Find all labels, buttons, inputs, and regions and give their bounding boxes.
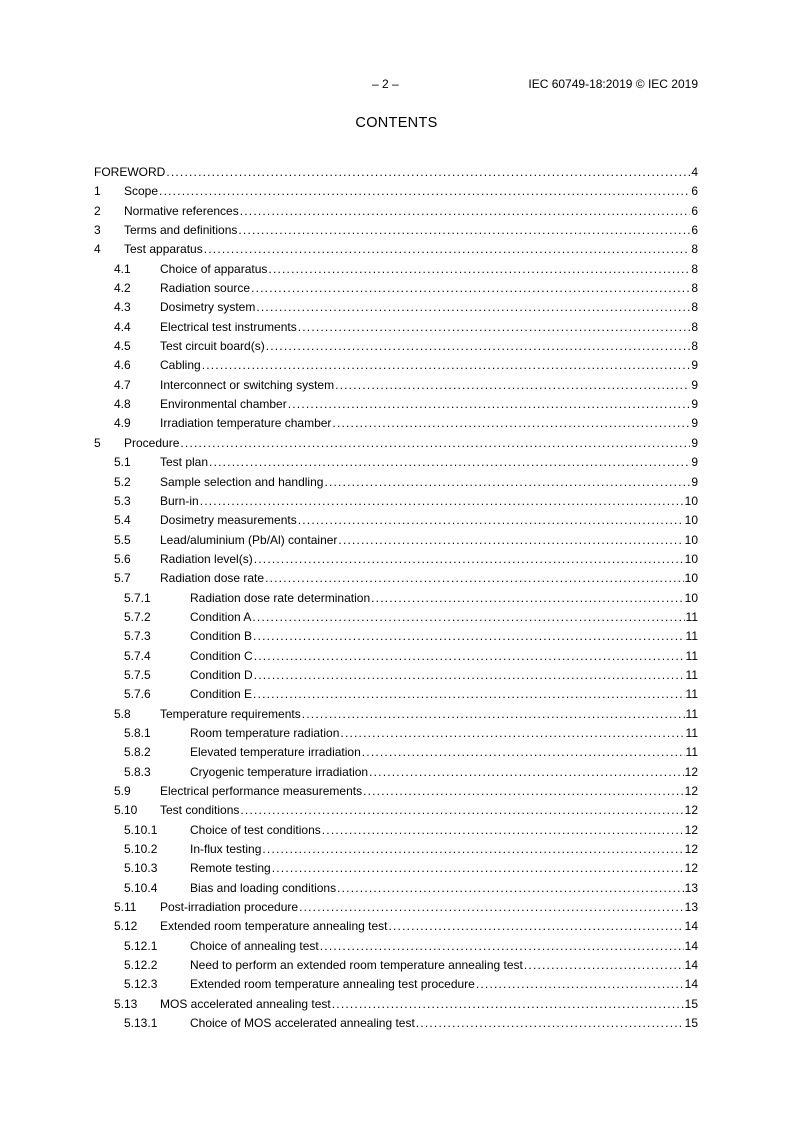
toc-entry[interactable] <box>94 165 698 184</box>
toc-entry-title: Electrical test instruments <box>160 319 297 334</box>
toc-entry-title: Burn-in <box>160 493 199 508</box>
toc-entry[interactable] <box>94 745 698 764</box>
toc-entry-page: 12 <box>684 784 698 798</box>
toc-entry-page: 15 <box>684 1016 698 1031</box>
toc-entry[interactable] <box>94 707 698 726</box>
toc-entry[interactable] <box>94 919 698 938</box>
toc-leader-dots <box>265 571 684 585</box>
toc-leader-dots <box>254 668 685 682</box>
toc-entry-number: 5.12.3 <box>124 977 158 992</box>
toc-entry-page: 10 <box>684 513 698 528</box>
toc-entry-page: 9 <box>691 377 698 392</box>
toc-entry-number: 5.8 <box>114 706 131 721</box>
toc-leader-dots <box>254 552 684 566</box>
toc-entry-title: Elevated temperature irradiation <box>190 745 361 760</box>
toc-entry-title: Choice of apparatus <box>160 261 268 276</box>
toc-entry-title: Room temperature radiation <box>190 725 340 740</box>
toc-entry-number: 5.1 <box>114 455 131 470</box>
toc-entry[interactable] <box>94 358 698 377</box>
toc-entry[interactable] <box>94 204 698 223</box>
toc-entry[interactable] <box>94 300 698 319</box>
toc-leader-dots <box>338 533 683 547</box>
toc-leader-dots <box>266 339 691 353</box>
toc-entry-page: 6 <box>691 223 698 238</box>
toc-entry-number: 5.7 <box>114 571 131 586</box>
toc-leader-dots <box>256 300 690 314</box>
toc-entry-page: 6 <box>691 203 698 218</box>
toc-entry-title: Radiation dose rate <box>160 571 265 586</box>
toc-leader-dots <box>299 900 684 914</box>
toc-entry[interactable] <box>94 687 698 706</box>
toc-entry-number: 5.6 <box>114 551 131 566</box>
toc-entry-page: 12 <box>684 822 698 837</box>
toc-entry[interactable] <box>94 881 698 900</box>
toc-entry-number: 5.7.2 <box>124 609 151 624</box>
page-number: – 2 – <box>372 77 399 91</box>
toc-entry-number: 4.3 <box>114 300 131 315</box>
toc-entry-number: 3 <box>94 223 101 238</box>
toc-entry-title: Condition D <box>190 667 253 682</box>
toc-entry[interactable] <box>94 977 698 996</box>
toc-leader-dots <box>209 455 690 469</box>
toc-leader-dots <box>200 494 684 508</box>
toc-entry-page: 14 <box>684 958 698 973</box>
toc-entry-number: 5.8.1 <box>124 725 151 740</box>
toc-entry[interactable] <box>94 339 698 358</box>
toc-entry-number: 4.8 <box>114 397 131 412</box>
toc-entry-number: 4 <box>94 242 101 257</box>
toc-entry-page: 14 <box>684 919 698 934</box>
toc-entry[interactable] <box>94 958 698 977</box>
toc-leader-dots <box>251 281 690 295</box>
toc-leader-dots <box>240 803 683 817</box>
toc-entry-page: 14 <box>684 938 698 953</box>
toc-entry-number: 5.10.2 <box>124 842 158 857</box>
toc-entry-title: Condition A <box>190 609 252 624</box>
toc-entry-number: 1 <box>94 184 101 199</box>
toc-entry-title: Dosimetry system <box>160 300 256 315</box>
toc-entry[interactable] <box>94 997 698 1016</box>
toc-entry[interactable] <box>94 939 698 958</box>
toc-entry-number: 5.10 <box>114 803 138 818</box>
toc-entry[interactable] <box>94 1016 698 1035</box>
toc-entry-title: FOREWORD <box>94 165 166 179</box>
toc-entry[interactable] <box>94 842 698 861</box>
toc-entry-number: 5.13.1 <box>124 1016 158 1031</box>
toc-entry-page: 15 <box>684 996 698 1011</box>
toc-entry-title: Condition E <box>190 687 253 702</box>
toc-entry-number: 5.4 <box>114 513 131 528</box>
toc-entry[interactable] <box>94 765 698 784</box>
toc-entry[interactable] <box>94 591 698 610</box>
toc-entry-title: Test apparatus <box>124 242 203 257</box>
toc-entry[interactable] <box>94 726 698 745</box>
toc-entry[interactable] <box>94 610 698 629</box>
toc-entry[interactable] <box>94 513 698 532</box>
toc-entry-number: 5.7.1 <box>124 590 151 605</box>
toc-entry-title: MOS accelerated annealing test <box>160 996 331 1011</box>
toc-leader-dots <box>476 977 684 991</box>
toc-leader-dots <box>254 649 685 663</box>
toc-entry-number: 4.7 <box>114 377 131 392</box>
toc-entry-title: Sample selection and handling <box>160 474 324 489</box>
toc-entry-page: 11 <box>685 706 698 721</box>
toc-entry-title: Need to perform an extended room temperature annealing test <box>190 958 523 973</box>
toc-entry[interactable] <box>94 552 698 571</box>
toc-entry-page: 9 <box>691 397 698 412</box>
toc-leader-dots <box>288 397 691 411</box>
toc-entry-number: 5 <box>94 435 101 450</box>
toc-leader-dots <box>240 204 691 218</box>
toc-entry-title: Bias and loading conditions <box>190 880 337 895</box>
toc-leader-dots <box>322 823 684 837</box>
toc-entry-title: Condition B <box>190 629 253 644</box>
toc-leader-dots <box>371 591 684 605</box>
toc-leader-dots <box>362 745 685 759</box>
toc-entry-page: 12 <box>684 764 698 779</box>
toc-entry-number: 5.12 <box>114 919 138 934</box>
toc-entry-number: 5.10.1 <box>124 822 158 837</box>
toc-entry-title: Test circuit board(s) <box>160 339 265 354</box>
toc-entry-title: Choice of test conditions <box>190 822 321 837</box>
toc-entry-page: 10 <box>684 532 698 547</box>
toc-entry[interactable] <box>94 262 698 281</box>
toc-entry[interactable] <box>94 823 698 842</box>
toc-entry-title: Terms and definitions <box>124 223 238 238</box>
toc-entry-page: 8 <box>691 319 698 334</box>
toc-entry-number: 5.11 <box>114 900 137 915</box>
toc-entry-title: Test conditions <box>160 803 240 818</box>
toc-entry-page: 11 <box>685 629 698 644</box>
page-title: CONTENTS <box>355 115 438 131</box>
standard-reference: IEC 60749-18:2019 © IEC 2019 <box>528 77 698 91</box>
toc-entry[interactable] <box>94 455 698 474</box>
toc-entry-number: 5.7.3 <box>124 629 151 644</box>
toc-leader-dots <box>202 358 691 372</box>
toc-entry-page: 10 <box>684 551 698 566</box>
toc-entry-number: 5.13 <box>114 996 138 1011</box>
toc-entry-number: 4.6 <box>114 358 131 373</box>
toc-entry-title: Normative references <box>124 203 239 218</box>
toc-entry-number: 5.3 <box>114 493 131 508</box>
toc-entry-number: 5.8.2 <box>124 745 151 760</box>
toc-entry[interactable] <box>94 571 698 590</box>
toc-entry-page: 9 <box>691 358 698 373</box>
toc-entry[interactable] <box>94 475 698 494</box>
toc-entry-number: 4.9 <box>114 416 131 431</box>
toc-leader-dots <box>388 919 683 933</box>
toc-entry-title: Choice of MOS accelerated annealing test <box>190 1016 415 1031</box>
toc-entry-title: Temperature requirements <box>160 706 301 721</box>
toc-entry-page: 8 <box>691 300 698 315</box>
toc-entry[interactable] <box>94 533 698 552</box>
toc-entry-number: 5.10.4 <box>124 880 158 895</box>
toc-leader-dots <box>302 707 685 721</box>
toc-leader-dots <box>369 765 684 779</box>
toc-entry[interactable] <box>94 649 698 668</box>
toc-entry-title: Cabling <box>160 358 201 373</box>
toc-entry-page: 11 <box>685 725 698 740</box>
toc-leader-dots <box>416 1016 684 1030</box>
toc-entry-title: Remote testing <box>190 861 271 876</box>
toc-entry-page: 9 <box>691 455 698 470</box>
toc-leader-dots <box>159 184 690 198</box>
toc-entry[interactable] <box>94 900 698 919</box>
toc-leader-dots <box>320 939 684 953</box>
toc-leader-dots <box>335 378 690 392</box>
toc-entry-title: In-flux testing <box>190 842 262 857</box>
toc-entry-number: 5.5 <box>114 532 131 547</box>
toc-entry-number: 4.2 <box>114 281 131 296</box>
toc-entry-number: 5.12.2 <box>124 958 158 973</box>
toc-leader-dots <box>298 320 691 334</box>
toc-entry-number: 4.4 <box>114 319 131 334</box>
toc-leader-dots <box>253 629 684 643</box>
toc-entry[interactable] <box>94 416 698 435</box>
toc-entry-title: Test plan <box>160 455 209 470</box>
toc-leader-dots <box>253 687 684 701</box>
toc-entry-title: Extended room temperature annealing test <box>160 919 388 934</box>
toc-leader-dots <box>324 475 690 489</box>
toc-entry[interactable] <box>94 629 698 648</box>
toc-entry-page: 8 <box>691 261 698 276</box>
toc-entry[interactable] <box>94 397 698 416</box>
toc-entry-number: 5.2 <box>114 474 131 489</box>
toc-leader-dots <box>272 861 684 875</box>
toc-entry-page: 11 <box>685 609 698 624</box>
toc-entry-title: Interconnect or switching system <box>160 377 335 392</box>
toc-entry-number: 5.12.1 <box>124 938 158 953</box>
toc-leader-dots <box>268 262 690 276</box>
toc-leader-dots <box>524 958 684 972</box>
toc-entry-page: 11 <box>685 745 698 760</box>
toc-entry-title: Lead/aluminium (Pb/Al) container <box>160 532 338 547</box>
table-of-contents <box>94 165 698 1035</box>
toc-entry[interactable] <box>94 784 698 803</box>
toc-entry-title: Radiation source <box>160 281 251 296</box>
toc-entry-number: 4.1 <box>114 261 131 276</box>
toc-entry-title: Irradiation temperature chamber <box>160 416 332 431</box>
toc-entry-page: 10 <box>684 493 698 508</box>
toc-entry-title: Scope <box>124 184 159 199</box>
toc-entry-page: 9 <box>691 435 698 450</box>
toc-entry[interactable] <box>94 861 698 880</box>
toc-leader-dots <box>332 997 684 1011</box>
toc-entry-page: 11 <box>685 667 698 682</box>
toc-entry-page: 12 <box>684 861 698 876</box>
toc-entry-number: 5.7.4 <box>124 648 151 663</box>
toc-entry-page: 9 <box>691 474 698 489</box>
toc-entry-number: 5.9 <box>114 784 131 798</box>
toc-entry[interactable] <box>94 184 698 203</box>
toc-entry-title: Extended room temperature annealing test procedure <box>190 977 475 992</box>
toc-entry[interactable] <box>94 436 698 455</box>
toc-entry[interactable] <box>94 803 698 822</box>
toc-entry[interactable] <box>94 320 698 339</box>
toc-entry-title: Radiation dose rate determination <box>190 590 371 605</box>
toc-entry-page: 13 <box>684 880 698 895</box>
toc-entry-page: 13 <box>684 900 698 915</box>
toc-entry-page: 12 <box>684 803 698 818</box>
toc-entry-page: 10 <box>684 590 698 605</box>
toc-entry[interactable] <box>94 281 698 300</box>
toc-leader-dots <box>262 842 683 856</box>
toc-entry-number: 5.7.5 <box>124 667 151 682</box>
toc-entry-number: 5.10.3 <box>124 861 158 876</box>
toc-entry-title: Condition C <box>190 648 253 663</box>
toc-entry-page: 11 <box>685 687 698 702</box>
toc-entry-page: 6 <box>691 184 698 199</box>
toc-entry-title: Cryogenic temperature irradiation <box>190 764 369 779</box>
toc-leader-dots <box>252 610 684 624</box>
toc-entry-number: 5.7.6 <box>124 687 151 702</box>
toc-entry-title: Choice of annealing test <box>190 938 319 953</box>
toc-entry-page: 10 <box>684 571 698 586</box>
toc-leader-dots <box>166 165 690 179</box>
toc-entry-page: 4 <box>691 165 698 179</box>
toc-entry-page: 8 <box>691 339 698 354</box>
toc-entry-page: 8 <box>691 281 698 296</box>
toc-entry-page: 9 <box>691 416 698 431</box>
toc-leader-dots <box>180 436 690 450</box>
toc-leader-dots <box>340 726 684 740</box>
toc-entry[interactable] <box>94 223 698 242</box>
toc-entry-title: Post-irradiation procedure <box>160 900 299 915</box>
toc-entry[interactable] <box>94 378 698 397</box>
toc-entry-number: 5.8.3 <box>124 764 151 779</box>
toc-entry-title: Electrical performance measurements <box>160 784 363 798</box>
toc-entry-title: Procedure <box>124 435 180 450</box>
toc-leader-dots <box>332 416 690 430</box>
toc-leader-dots <box>238 223 690 237</box>
toc-entry[interactable] <box>94 242 698 261</box>
toc-entry-title: Dosimetry measurements <box>160 513 297 528</box>
toc-entry-page: 12 <box>684 842 698 857</box>
toc-leader-dots <box>298 513 684 527</box>
toc-leader-dots <box>363 784 684 798</box>
toc-leader-dots <box>204 242 691 256</box>
toc-entry-title: Radiation level(s) <box>160 551 253 566</box>
toc-entry-number: 2 <box>94 203 101 218</box>
toc-entry-page: 8 <box>691 242 698 257</box>
page-header <box>0 77 793 93</box>
toc-entry-page: 11 <box>685 648 698 663</box>
toc-entry-number: 4.5 <box>114 339 131 354</box>
toc-entry-page: 14 <box>684 977 698 992</box>
toc-leader-dots <box>337 881 684 895</box>
toc-entry-title: Environmental chamber <box>160 397 287 412</box>
toc-entry[interactable] <box>94 668 698 687</box>
toc-entry[interactable] <box>94 494 698 513</box>
